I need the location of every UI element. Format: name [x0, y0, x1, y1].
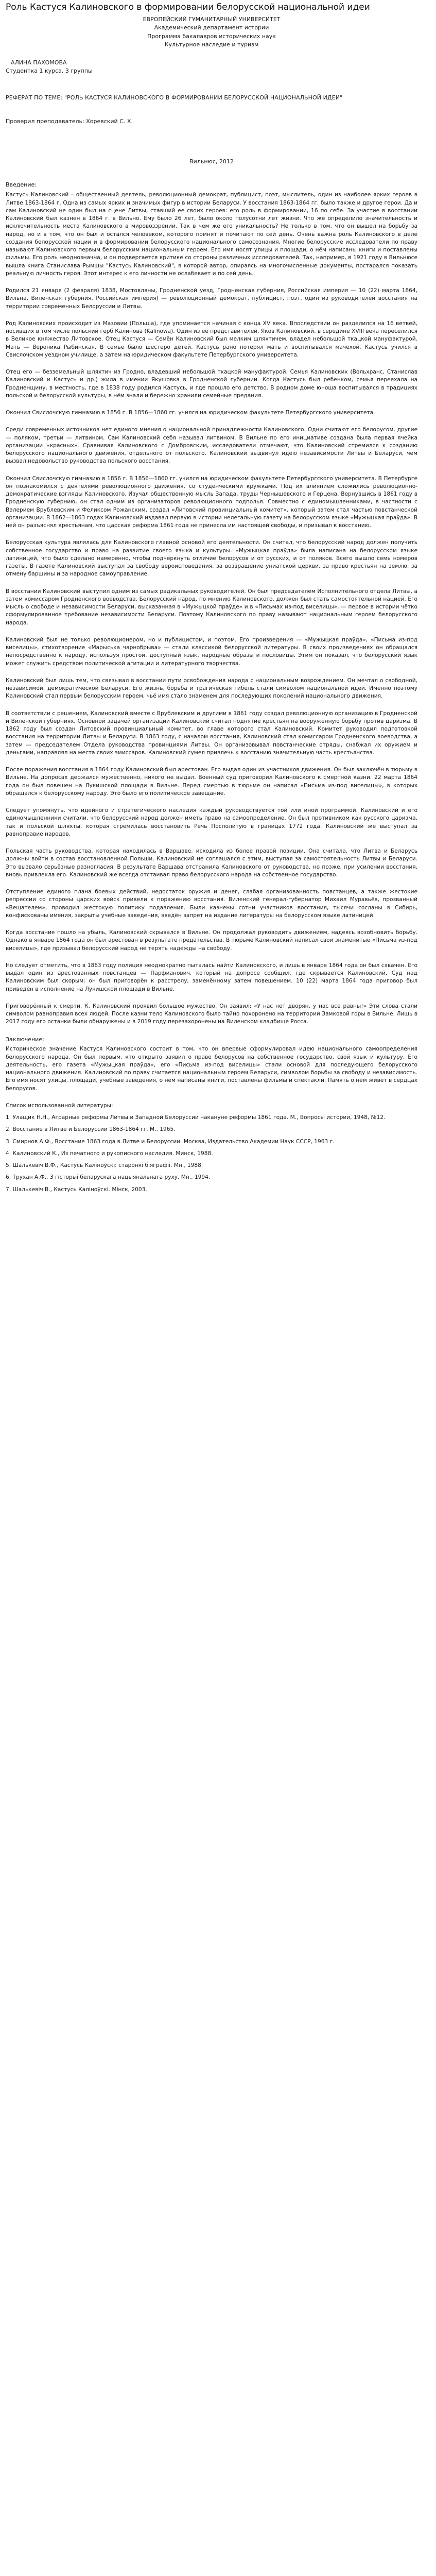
- reference-item: 4. Калиновский К., Из печатного и рукописного наследия. Минск, 1988.: [6, 1150, 213, 1157]
- paragraph: Когда восстание пошло на убыль, Калиновский скрывался в Вильне. Он продолжал руководить движением, надеясь возобновить борьбу. Однако в январе 1864 года он был арестован в результате предательства. В тюрьме Калиновский написал свои знаменитые «Письма из-под виселицы», где призывал белорусский народ не терять надежды на свободу.: [6, 929, 417, 952]
- paragraph: Окончил Свислочскую гимназию в 1856 г. В 1856—1860 гг. учился на юридическом факультете Петербургского университета.: [6, 410, 375, 416]
- paragraph: Приговорённый к смерти, К. Калиновский проявил большое мужество. Он заявил: «У нас нет дворян, у нас все равны!» Эти слова стали символом равноправия всех людей. После казни тело Калиновского было тайно похоронено на территории Замковой горы в Вильне. Лишь в 2017 году его останки были обнаружены и в 2019 году перезахоронены на Виленском кладбище Росса.: [6, 1003, 417, 1025]
- paragraph: Отступление единого плана боевых действий, недостаток оружия и денег, слабая организованность повстанцев, а также жестокие репрессии со стороны царских войск привели к поражению восстания. Виленский генерал-губернатор Михаил Муравьёв, прозванный «Вешателем», проводил жестокую политику подавления. Были казнены сотни участников восстания, тысячи сосланы в Сибирь, конфискованы имения, закрыты учебные заведения, введён запрет на издание литературы на белорусском языке латиницей.: [6, 889, 417, 919]
- report-title: РЕФЕРАТ ПО ТЕМЕ: "РОЛЬ КАСТУСЯ КАЛИНОВСКОГО В ФОРМИРОВАНИИ БЕЛОРУССКОЙ НАЦИОНАЛЬНОЙ ИДЕИ": [6, 94, 343, 101]
- references-heading: Список использованной литературы:: [6, 1102, 113, 1109]
- city-year: Вильнюс, 2012: [189, 158, 234, 165]
- paragraph: Отец его — безземельный шляхтич из Гродно, владевший небольшой ткацкой мануфактурой. Семья Калиновских (Вольхранс, Станислав Калиновский и Кастусь и др.) жила в имении Якушовка в Гродненской губернии. Когда Кастусь был ребенком, семья переехала на Гродненщину, в местность, где в 1838 году родился Кастусь, и где прошло его детство. В родном доме юноша воспитывался в традициях польской и белорусской культуры, в нём знали и бережно хранили семейные предания.: [6, 369, 417, 399]
- reference-item: 5. Шалькевіч В.Ф., Кастусь Каліноўскі: старонкі біяграфіі. Мн., 1988.: [6, 1162, 203, 1169]
- paragraph: Окончил Свислочскую гимназию в 1856 г. В 1856—1860 гг. учился на юридическом факультете Петербургского университета. В Петербурге он познакомился с деятелями революционного движения, со студенческими кружками. Под их влиянием сложились революционно-демократические взгляды Калиновского. Изучал общественную мысль Запада, труды Чернышевского и Герцена. Вернувшись в 1861 году в Гродненскую губернию, он стал одним из организаторов революционного подполья. Совместно с единомышленниками, в частности с Валерием Врублевским и Феликсом Рожанским, создал «Литовский провинциальный комитет», который затем стал частью повстанческой организации. В 1862—1863 годах Калиновский издавал первую в истории нелегальную газету на белорусском языке «Мужыцкая праўда». В ней он разъяснял крестьянам, что царская реформа 1861 года не принесла им настоящей свободы, и призывал к восстанию.: [6, 475, 417, 529]
- conclusion-text: Историческое значение Кастуся Калиновского состоит в том, что он впервые сформулировал идею национального самоопределения белорусского народа. Он был первым, кто открыто заявил о праве белорусов на собственное государство, свой язык и культуру. Его деятельность, его газета «Мужыцкая праўда», его «Письма из-под виселицы» стали основой для последующего белорусского национального движения. Калиновский по праву считается национальным героем Беларуси, символом борьбы за свободу и независимость. Его имя носят улицы, площади, учебные заведения, о нём написаны книги, поставлены фильмы и спектакли. Память о нём живёт в сердцах белорусов.: [6, 1046, 417, 1092]
- department-name: Академический департамент истории: [154, 24, 269, 31]
- student-info: [6, 59, 417, 76]
- document-title: Роль Кастуся Калиновского в формировании белорусской национальной идеи: [6, 2, 370, 12]
- document-page: [0, 0, 429, 1211]
- paragraph: В восстании Калиновский выступил одним из самых радикальных руководителей. Он был председателем Исполнительного отдела Литвы, а затем комиссаром Гродненского воеводства. Белорусский народ, по мнению Калиновского, должен был стать самостоятельной нацией. Его мысль о свободе и независимости Беларуси, высказанная в «Мужыцкой праўде» и в «Письмах из-под виселицы», — первое в истории чётко сформулированное требование независимости Беларуси. Поэтому Калиновского по праву называют национальным героем белорусского народа.: [6, 588, 417, 626]
- paragraph: Следует упомянуть, что идейного и стратегического наследия каждый руководствуется той или иной программой. Калиновский и его единомышленники считали, что белорусский народ должен иметь право на самоопределение. Он был противником как русского царизма, так и польской шляхты, которая стремилась восстановить Речь Посполитую в границах 1772 года. Калиновский же выступал за равноправие народов.: [6, 807, 417, 837]
- reference-item: 2. Восстание в Литве и Белоруссии 1863-1864 гг. М., 1965.: [6, 1126, 176, 1133]
- paragraph: Среди современных источников нет единого мнения о национальной принадлежности Калиновского. Одни считают его белорусом, другие — поляком, третьи — литвином. Сам Калиновский себя называл литвином. В Вильне по его инициативе создана была первая ячейка организации «красных». Сравнивая Калиновского с Домбровским, исследователи отмечают, что Калиновский стремился к созданию белорусского национального движения, отдельного от польского. Калиновский выдвинул идею независимости Литвы и Беларуси, чем вызвал недовольство руководства польского восстания.: [6, 427, 417, 465]
- paragraph: После поражения восстания в 1864 году Калиновский был арестован. Его выдал один из участников движения. Он был заключён в тюрьму в Вильне. На допросах держался мужественно, никого не выдал. Военный суд приговорил Калиновского к смертной казни. 22 марта 1864 года он был повешен на Лукишской площади в Вильне. Перед смертью в тюрьме он написал «Письма из-под виселицы», в которых обращался к белорусскому народу. Это было его политическое завещание.: [6, 767, 417, 796]
- paragraph: Польская часть руководства, которая находилась в Варшаве, исходила из более правой позиции. Она считала, что Литва и Беларусь должны войти в состав восстановленной Польши. Калиновский не соглашался с этим, выступая за самостоятельность Литвы и Беларуси. Это вызвало серьёзные разногласия. В результате Варшава отстранила Калиновского от руководства, но позже, при усилении восстания, вновь привлекла его. Калиновский же всегда отстаивал право белорусского народа на собственное государство.: [6, 848, 417, 878]
- references-list: [6, 1102, 417, 1194]
- university-name: ЕВРОПЕЙСКИЙ ГУМАНИТАРНЫЙ УНИВЕРСИТЕТ: [143, 15, 281, 23]
- specialization-name: Культурное наследие и туризм: [164, 41, 259, 48]
- paragraph: Белорусская культура являлась для Калиновского главной основой его деятельности. Он считал, что белорусский народ должен получить собственное государство и право на развитие своего языка и культуры. «Мужыцкая праўда» была написана на белорусском языке латиницей, что было сделано намеренно, чтобы подчеркнуть отличие белорусов и от русских, и от поляков. Всего вышло семь номеров газеты. В газете Калиновский выступал за свободу вероисповедания, за возвращение униатской церкви, за право крестьян на землю, за отмену барщины и за народное самоуправление.: [6, 539, 417, 578]
- paragraph: Родился 21 января (2 февраля) 1838, Мостовляны, Гродненской уезд, Гродненская губерния, Российская империя — 10 (22) марта 1864, Вильна, Виленская губерния, Российская империя) — революционный демократ, публицист, поэт, один из руководителей восстания на территории современных Белоруссии и Литвы.: [6, 287, 417, 310]
- institution-header: [6, 15, 417, 49]
- student-name: АЛИНА ПАХОМОВА: [11, 59, 67, 66]
- paragraph: Калиновский был лишь тем, что связывал в восстании пути освобождения народа с национальным возрождением. Он мечтал о свободной, независимой, демократической Беларуси. Его жизнь, борьба и трагическая гибель стали символом национальной идеи. Именно поэтому Калиновский стал первым белорусским героем, чьё имя стало знаменем для последующих поколений национального движения.: [6, 677, 417, 700]
- body-text: [6, 191, 417, 1026]
- reference-item: 1. Улащик Н.Н., Аграрные реформы Литвы и Западной Белоруссии накануне реформы 1861 года. М., Вопросы истории, 1948, №12.: [6, 1114, 386, 1121]
- paragraph: В соответствии с решением, Калиновский вместе с Врублевским и другими в 1861 году создал революционную организацию в Гродненской и Виленской губерниях. Основной задачей организации Калиновский считал поднятие крестьян на вооружённую борьбу против царизма. В 1862 году был создан Литовский провинциальный комитет, во главе которого стал Калиновский. Комитет руководил подготовкой восстания на территории Литвы и Беларуси. В 1863 году, с началом восстания, Калиновский стал комиссаром Гродненского воеводства, а затем — председателем Отдела руководства провинциями Литвы. Он организовывал повстанческие отряды, снабжал их оружием и деньгами, направлял на места своих эмиссаров. Калиновский сумел привлечь к восстанию значительную часть крестьянства.: [6, 710, 417, 756]
- reference-item: 3. Смирнов А.Ф., Восстание 1863 года в Литве и Белоруссии. Москва, Издательство Академии Наук СССР, 1963 г.: [6, 1138, 335, 1145]
- student-group: Студентка 1 курса, 3 группы: [6, 67, 93, 75]
- intro-heading: Введение:: [6, 181, 37, 189]
- paragraph: Кастусь Калиновский – общественный деятель, революционный демократ, публицист, поэт, мыслитель, один из наиболее ярких героев в Литве 1863-1864 г. Одна из самых ярких и значимых фигур в истории Беларуси. У восстания 1863-1864 гг. было также и другое герои. Да и сам Калиновский не один был на сцене Литвы, ставший ее своих героев: его роль в формировании, 16 по себе. За участие в восстании Калиновский был казнен в 1864 г. в Вильно. Ему было 26 лет, было около полусотни лет жизни. Что же определило значительность и исключительность места Калиновского в мировоззрении, Так в чем же его уникальность? Не только в том, что он вышел на борьбу за народ, но и в том, что он был и остался человеком, которого помнят и почитают по сей день. Очень важна роль Калиновского в деле создания белорусской нации и в формировании белорусского национального самосознания. Многие белорусские исследователи по праву называют Калиновского первым белорусским национальным героем. Его имя носят улицы и площади, о нём написаны книги и поставлены фильмы. Его роль неоднозначна, и он подвергается критике со стороны различных исследователей. Так, например, в 1921 году в Вильнюсе вышла книга Станислава Рымшы "Кастусь Калиновский", в которой автор, опираясь на многочисленные документы, постарался показать реальную личность героя. Этот интерес к его личности не ослабевает и по сей день.: [6, 192, 417, 277]
- paragraph: Но следует отметить, что в 1863 году полиция неоднократно пыталась найти Калиновского, и лишь в январе 1864 года он был схвачен. Его выдал один из арестованных повстанцев — Парфианович, который на допросе сообщил, где скрывается Калиновский. Суд над Калиновским был скорым: он был приговорён к расстрелу, заменённому затем повешением. 10 (22) марта 1864 года приговор был приведён в исполнение на Лукишской площади в Вильне.: [6, 962, 417, 992]
- reference-item: 6. Трухан А.Ф., З гісторыі беларускага нацыянальнага руху. Мн., 1994.: [6, 1174, 211, 1181]
- program-name: Программа бакалавров исторических наук: [147, 32, 276, 40]
- conclusion-heading: Заключение:: [6, 1036, 44, 1043]
- reference-item: 7. Шалькевіч В., Кастусь Каліноўскі. Мінск, 2003.: [6, 1186, 147, 1193]
- reviewer-line: Проверил преподаватель: Хоревский С. Х.: [6, 117, 133, 125]
- paragraph: Калиновский был не только революционером, но и публицистом, и поэтом. Его произведения — «Мужыцкая праўда», «Письма из-под виселицы», стихотворение «Марыська чарнобрыва» — стали классикой белорусской литературы. В своих произведениях он обращался непосредственно к народу, используя простой, доступный язык, народные образы и пословицы. Этим он показал, что белорусский язык может служить средством политической агитации и литературного творчества.: [6, 636, 417, 667]
- paragraph: Род Калиновских происходит из Мазовии (Польша), где упоминается начиная с конца XV века. Впоследствии он разделился на 16 ветвей, носивших в том числе польский герб Калинова (Kalinowa). Один из её представителей, Яков Калиновский, в середине XVIII века переселился в Великое княжество Литовское. Отец Кастуся — Семён Калиновский был мелким шляхтичем, владел небольшой ткацкой мануфактурой. Мать — Вероника Рыбинская. В семье было шестеро детей. Кастусь рано потерял мать и воспитывался мачехой. Кастусь учился в Свислочском уездном училище, а затем на юридическом факультете Петербургского университета.: [6, 320, 417, 358]
